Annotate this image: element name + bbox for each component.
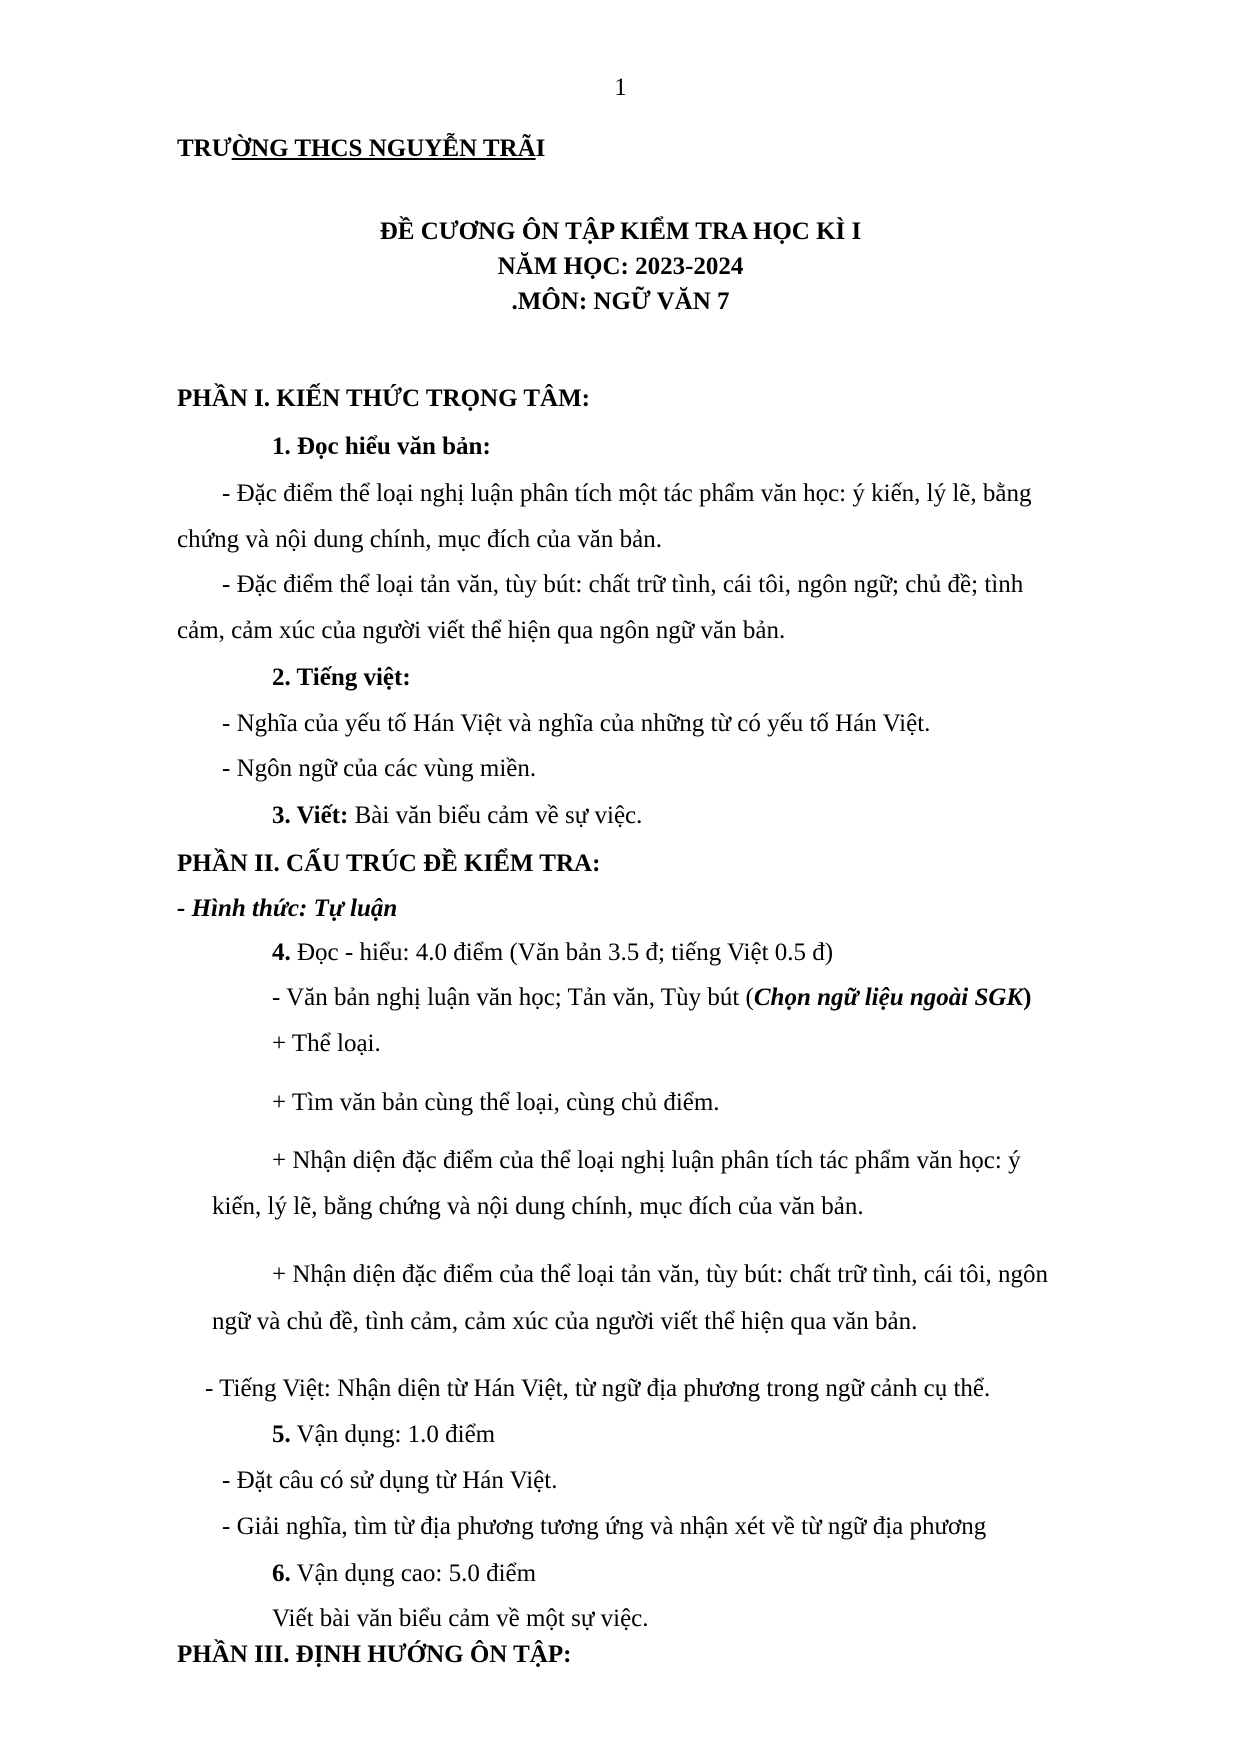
title-line-3: .MÔN: NGỮ VĂN 7 <box>511 288 730 315</box>
part3-heading: PHẦN III. ĐỊNH HƯỚNG ÔN TẬP: <box>177 1641 572 1668</box>
plus-line: + Thể loại. <box>272 1030 381 1057</box>
bullet-line: - Đặc điểm thể loại tản văn, tùy bút: chất trữ tình, cái tôi, ngôn ngữ; chủ đề; tình <box>222 571 1024 598</box>
part2-heading: PHẦN II. CẤU TRÚC ĐỀ KIỂM TRA: <box>177 850 601 877</box>
vietnamese-line: - Tiếng Việt: Nhận diện từ Hán Việt, từ ngữ địa phương trong ngữ cảnh cụ thể. <box>205 1375 991 1402</box>
section-6-subline: Viết bài văn biểu cảm về một sự việc. <box>272 1605 649 1632</box>
bullet-line: - Giải nghĩa, tìm từ địa phương tương ứng và nhận xét về từ ngữ địa phương <box>222 1513 987 1540</box>
school-name: TRƯỜNG THCS NGUYỄN TRÃI <box>177 135 546 162</box>
bullet-line: - Đặt câu có sử dụng từ Hán Việt. <box>222 1467 558 1494</box>
section-2-heading: 2. Tiếng việt: <box>272 664 411 691</box>
bullet-line: chứng và nội dung chính, mục đích của văn bản. <box>177 526 662 553</box>
section-4-subline: - Văn bản nghị luận văn học; Tản văn, Tùy bút (Chọn ngữ liệu ngoài SGK) <box>272 984 1032 1011</box>
plus-line: kiến, lý lẽ, bằng chứng và nội dung chính, mục đích của văn bản. <box>212 1193 864 1220</box>
section-6-line: 6. Vận dụng cao: 5.0 điểm <box>272 1560 537 1587</box>
bullet-line: - Nghĩa của yếu tố Hán Việt và nghĩa của những từ có yếu tố Hán Việt. <box>222 710 931 737</box>
section-4-line: 4. Đọc - hiểu: 4.0 điểm (Văn bản 3.5 đ; tiếng Việt 0.5 đ) <box>272 939 834 966</box>
plus-line: + Nhận diện đặc điểm của thể loại tản văn, tùy bút: chất trữ tình, cái tôi, ngôn <box>272 1261 1049 1288</box>
bullet-line: - Ngôn ngữ của các vùng miền. <box>222 755 537 782</box>
section-1-heading: 1. Đọc hiểu văn bản: <box>272 433 491 460</box>
plus-line: ngữ và chủ đề, tình cảm, cảm xúc của người viết thể hiện qua văn bản. <box>212 1308 918 1335</box>
bullet-line: cảm, cảm xúc của người viết thể hiện qua ngôn ngữ văn bản. <box>177 617 786 644</box>
title-line-2: NĂM HỌC: 2023-2024 <box>497 253 744 280</box>
plus-line: + Nhận diện đặc điểm của thể loại nghị luận phân tích tác phẩm văn học: ý <box>272 1147 1021 1174</box>
exam-form: - Hình thức: Tự luận <box>177 895 398 922</box>
section-5-line: 5. Vận dụng: 1.0 điểm <box>272 1421 496 1448</box>
page-number: 1 <box>614 74 627 101</box>
part1-heading: PHẦN I. KIẾN THỨC TRỌNG TÂM: <box>177 385 591 412</box>
bullet-line: - Đặc điểm thể loại nghị luận phân tích một tác phẩm văn học: ý kiến, lý lẽ, bằng <box>222 480 1032 507</box>
plus-line: + Tìm văn bản cùng thể loại, cùng chủ điểm. <box>272 1089 720 1116</box>
title-line-1: ĐỀ CƯƠNG ÔN TẬP KIỂM TRA HỌC KÌ I <box>379 218 862 245</box>
section-3-line: 3. Viết: Bài văn biểu cảm về sự việc. <box>272 802 643 829</box>
